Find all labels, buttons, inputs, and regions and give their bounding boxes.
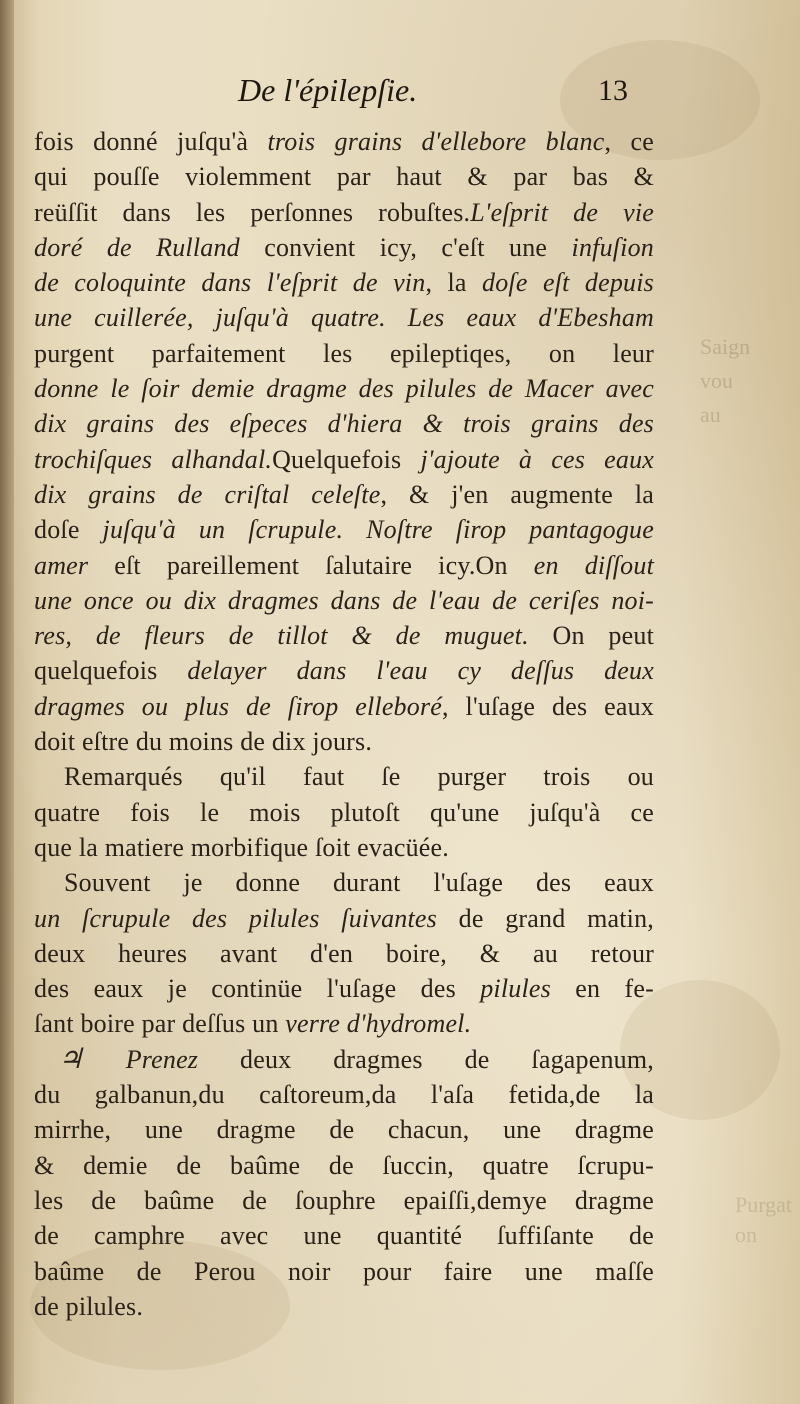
roman-run: purgent parfaitement les epileptiqes, on leur (34, 338, 654, 368)
roman-run: eſt pareillement ſalutaire icy.On (88, 550, 534, 580)
text-line (34, 230, 654, 265)
italic-run: amer (34, 550, 89, 580)
text-line (34, 195, 654, 230)
roman-run: doſe (34, 515, 103, 545)
bleed-through-word: au (700, 402, 721, 427)
text-line (34, 865, 654, 900)
page-binding-edge (0, 0, 14, 1404)
text-line (34, 442, 654, 477)
roman-run: des eaux je continüe l'uſage des (34, 974, 481, 1004)
italic-run: trochiſques alhandal. (34, 444, 273, 474)
italic-run: res, de fleurs de tillot & de muguet. (34, 621, 529, 651)
text-line (34, 901, 654, 936)
roman-run: mirrhe, une dragme de chacun, une dragme (34, 1115, 654, 1145)
text-line (34, 1006, 654, 1041)
text-line (34, 795, 654, 830)
italic-run: trois grains d'ellebore blanc (267, 127, 605, 156)
italic-run: un ſcrupule des pilules ſuivantes (34, 903, 437, 933)
italic-run: delayer dans l'eau cy deſſus deux (187, 656, 654, 686)
roman-run: Souvent je donne durant l'uſage des eaux (64, 868, 654, 898)
text-line (34, 1042, 654, 1077)
roman-run: doit eſtre du moins de dix jours. (34, 727, 373, 757)
roman-run: les de baûme de ſouphre epaiſſi,demye dragme (34, 1185, 654, 1215)
bleed-through-text (700, 330, 800, 480)
text-line (34, 1254, 654, 1289)
italic-run: L'eſprit de vie (470, 197, 654, 227)
text-line (34, 159, 654, 194)
roman-run: qui pouſſe violemment par haut & par bas & (34, 162, 654, 192)
italic-run: doré de Rulland (34, 232, 240, 262)
text-line (34, 1218, 654, 1253)
italic-run: Prenez (125, 1044, 199, 1074)
bleed-through-word: on (735, 1222, 757, 1247)
text-line (34, 971, 654, 1006)
text-line (34, 1077, 654, 1112)
roman-run: deux dragmes de ſagapenum, (198, 1044, 654, 1074)
text-line (34, 477, 654, 512)
text-line (34, 618, 654, 653)
text-line (34, 724, 654, 759)
italic-run: une cuillerée, juſqu'à quatre. Les eaux d'Ebesham (34, 303, 654, 333)
bleed-through-word: Purgat (735, 1192, 793, 1217)
roman-run: en fe- (550, 974, 655, 1004)
roman-run: reüſſit dans les perſonnes robuſtes. (34, 197, 471, 227)
italic-run: juſqu'à un ſcrupule. Noſtre ſirop pantagogue (102, 515, 655, 545)
roman-run: , l'uſage des eaux (442, 691, 654, 721)
text-line (34, 336, 654, 371)
italic-run: donne le ſoir demie dragme des pilules de Macer avec (34, 374, 654, 404)
roman-run: Remarqués qu'il faut ſe purger trois ou (64, 762, 654, 792)
page-header (0, 72, 800, 116)
body-text (34, 124, 654, 1324)
italic-run: infuſion (571, 232, 655, 262)
text-line (34, 1148, 654, 1183)
roman-run: quatre fois le mois plutoſt qu'une juſqu'à ce (34, 797, 654, 827)
running-title: De l'épilepſie. (238, 72, 418, 108)
italic-run: en diſſout (533, 550, 654, 580)
text-line (34, 653, 654, 688)
text-line (34, 689, 654, 724)
bleed-through-text (735, 1190, 800, 1270)
roman-run: que la matiere morbifique ſoit evacüée. (34, 832, 449, 862)
roman-run: Quelquefois (272, 444, 421, 474)
roman-run: baûme de Perou noir pour faire une maſſe (34, 1256, 654, 1286)
text-line (34, 1112, 654, 1147)
text-line (34, 1183, 654, 1218)
italic-run: dix grains de criſtal celeſte (34, 479, 381, 509)
text-line (34, 512, 654, 547)
text-line (34, 371, 654, 406)
text-line (34, 406, 654, 441)
roman-run: de grand matin, (436, 903, 654, 933)
text-line (34, 830, 654, 865)
roman-run: & demie de baûme de ſuccin, quatre ſcrupu- (34, 1150, 654, 1180)
italic-run: j'ajoute à ces eaux (420, 444, 655, 474)
italic-run: dix grains des eſpeces d'hiera & trois grains des (34, 409, 654, 439)
bleed-through-word: vou (700, 368, 733, 393)
italic-run: doſe eſt depuis (482, 268, 654, 298)
roman-run: ſant boire par deſſus un (34, 1009, 286, 1039)
roman-run: , la (425, 268, 483, 298)
text-line (34, 124, 654, 159)
roman-run: de pilules. (34, 1291, 144, 1321)
roman-run: convient icy, c'eſt une (239, 232, 572, 262)
roman-run: quelquefois (34, 656, 188, 686)
italic-run: de coloquinte dans l'eſprit de vin (34, 268, 426, 298)
italic-run: verre d'hydromel. (285, 1009, 472, 1039)
italic-run: une once ou dix dragmes dans de l'eau de ceriſes noi- (34, 585, 654, 615)
bleed-through-word: Saign (700, 334, 751, 359)
roman-run: du galbanun,du caſtoreum,da l'aſa fetida,de la (34, 1080, 654, 1110)
text-line (34, 300, 654, 335)
page-number: 13 (598, 74, 628, 107)
text-line (34, 548, 654, 583)
italic-run: dragmes ou plus de ſirop elleboré (34, 691, 443, 721)
text-line (34, 1289, 654, 1324)
recipe-symbol: ♃ (58, 1043, 126, 1075)
text-line (34, 759, 654, 794)
roman-run: fois donné juſqu'à (34, 127, 268, 156)
roman-run: de camphre avec une quantité ſuffiſante de (34, 1221, 654, 1251)
roman-run: deux heures avant d'en boire, & au retour (34, 938, 654, 968)
text-line (34, 265, 654, 300)
italic-run: pilules (480, 974, 551, 1004)
roman-run: , ce (604, 127, 654, 156)
text-line (34, 936, 654, 971)
roman-run: On peut (528, 621, 654, 651)
text-line (34, 583, 654, 618)
roman-run: , & j'en augmente la (380, 479, 654, 509)
